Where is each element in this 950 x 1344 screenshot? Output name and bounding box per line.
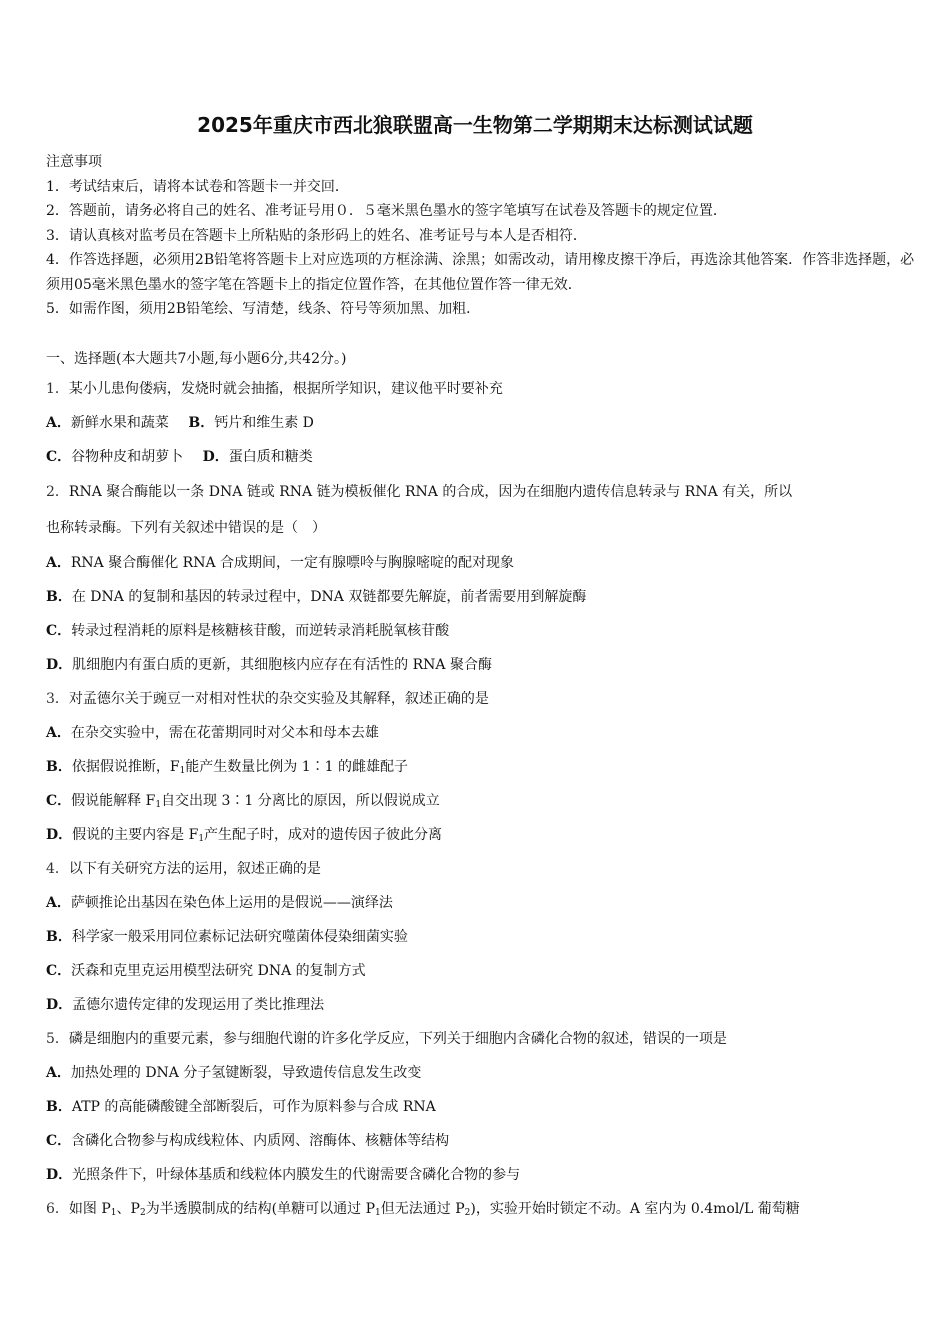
question-2-option-d — [46, 648, 916, 682]
option-c-text: 谷物种皮和胡萝卜 — [71, 449, 184, 465]
question-number: 6． — [46, 1201, 69, 1217]
question-2-stem-line-1 — [46, 474, 916, 510]
question-1-options-ab — [46, 406, 916, 440]
option-text: 光照条件下，叶绿体基质和线粒体内膜发生的代谢需要含磷化合物的参与 — [72, 1167, 521, 1183]
question-4-stem — [46, 852, 916, 886]
option-text — [71, 793, 440, 809]
question-2-option-b — [46, 580, 916, 614]
question-text: 对孟德尔关于豌豆一对相对性状的杂交实验及其解释，叙述正确的是 — [68, 691, 489, 707]
subscript: 1 — [179, 766, 186, 776]
question-number: 3． — [46, 691, 69, 707]
notes-section — [46, 150, 916, 322]
question-number: 2． — [46, 484, 69, 500]
question-3-option-a — [46, 716, 916, 750]
option-letter: D． — [46, 827, 73, 843]
questions — [46, 347, 916, 1226]
option-letter: C． — [46, 449, 72, 465]
option-letter: B． — [46, 1099, 72, 1115]
option-letter: D． — [202, 449, 229, 465]
option-text: ATP 的高能磷酸键全部断裂后，可作为原料参与合成 RNA — [71, 1099, 436, 1115]
option-text-part: 假说能解释 F — [71, 793, 156, 809]
section-heading: 一、选择题(本大题共7小题,每小题6分,共42分。) — [46, 351, 347, 367]
option-letter: B． — [46, 589, 72, 605]
subscript: 1 — [155, 800, 162, 810]
option-text: 萨顿推论出基因在染色体上运用的是假说——演绎法 — [70, 895, 393, 911]
question-5-option-d — [46, 1158, 916, 1192]
question-5-option-a — [46, 1056, 916, 1090]
question-1-stem — [46, 372, 916, 406]
question-5-option-b — [46, 1090, 916, 1124]
option-text: 转录过程消耗的原料是核糖核苷酸，而逆转录消耗脱氧核苷酸 — [71, 623, 450, 639]
notes-item-4: 4．作答选择题，必须用2B铅笔将答题卡上对应选项的方框涂满、涂黑；如需改动，请用橡皮擦干净后，再选涂其他答案．作答非选择题，必须用05毫米黑色墨水的签字笔在答题卡上的指定位置作答，在其他位置作答一律无效． — [46, 252, 915, 293]
question-2-stem-line-2: 也称转录酶。下列有关叙述中错误的是（ ） — [46, 520, 326, 536]
option-text-part: 产生配子时，成对的遗传因子彼此分离 — [204, 827, 443, 843]
question-2-option-c — [46, 614, 916, 648]
subscript: 1 — [198, 834, 205, 844]
option-text: 在 DNA 的复制和基因的转录过程中，DNA 双链都要先解旋，前者需要用到解旋酶 — [71, 589, 587, 605]
question-1-options-cd — [46, 440, 916, 474]
question-number: 5． — [46, 1031, 69, 1047]
question-5-option-c — [46, 1124, 916, 1158]
question-number: 1． — [46, 381, 69, 397]
option-text: 科学家一般采用同位素标记法研究噬菌体侵染细菌实验 — [71, 929, 408, 945]
question-4-option-b — [46, 920, 916, 954]
option-letter: C． — [46, 793, 72, 809]
question-4-option-d — [46, 988, 916, 1022]
question-3-option-c — [46, 784, 916, 818]
option-letter: A． — [46, 1065, 71, 1081]
option-a-text: 新鲜水果和蔬菜 — [70, 415, 169, 431]
question-text-part: 如图 P — [68, 1201, 111, 1217]
option-letter: A． — [46, 895, 71, 911]
option-letter: B． — [188, 415, 215, 431]
question-5-stem — [46, 1022, 916, 1056]
option-text: 肌细胞内有蛋白质的更新，其细胞核内应存在有活性的 RNA 聚合酶 — [72, 657, 492, 673]
question-number: 4． — [46, 861, 69, 877]
question-text-part: )，实验开始时锁定不动。A 室内为 0.4mol/L 葡萄糖 — [470, 1201, 800, 1217]
subscript: 1 — [375, 1208, 381, 1218]
question-text: RNA 聚合酶能以一条 DNA 链或 RNA 链为模板催化 RNA 的合成，因为在细胞内遗传信息转录与 RNA 有关，所以 — [68, 484, 793, 500]
question-text-part: 为半透膜制成的结构(单糖可以通过 P — [145, 1201, 376, 1217]
notes-item-5: 5．如需作图，须用2B铅笔绘、写清楚，线条、符号等须加黑、加粗． — [46, 301, 481, 317]
question-text — [69, 1201, 800, 1217]
option-d-text: 蛋白质和糖类 — [228, 449, 313, 465]
option-letter: D． — [46, 1167, 73, 1183]
option-letter: C． — [46, 623, 72, 639]
notes-item-1: 1．考试结束后，请将本试卷和答题卡一并交回． — [46, 178, 349, 195]
option-text: 加热处理的 DNA 分子氢键断裂，导致遗传信息发生改变 — [70, 1065, 422, 1081]
question-text: 以下有关研究方法的运用，叙述正确的是 — [68, 861, 321, 877]
subscript: 1 — [110, 1208, 117, 1218]
question-6-stem — [46, 1192, 916, 1226]
option-text: RNA 聚合酶催化 RNA 合成期间，一定有腺嘌呤与胸腺嘧啶的配对现象 — [70, 555, 515, 571]
option-text-part: 依据假说推断，F — [71, 759, 180, 775]
notes-heading: 注意事项 — [46, 154, 102, 170]
option-letter: A． — [46, 555, 71, 571]
question-4-option-a — [46, 886, 916, 920]
question-text: 某小儿患佝偻病，发烧时就会抽搐，根据所学知识，建议他平时要补充 — [68, 381, 503, 397]
notes-item-3: 3．请认真核对监考员在答题卡上所粘贴的条形码上的姓名、准考证号与本人是否相符． — [46, 227, 587, 244]
option-text — [72, 759, 408, 775]
option-text: 含磷化合物参与构成线粒体、内质网、溶酶体、核糖体等结构 — [71, 1133, 450, 1149]
question-text: 磷是细胞内的重要元素，参与细胞代谢的许多化学反应，下列关于细胞内含磷化合物的叙述，错误的一项是 — [68, 1031, 727, 1047]
subscript: 2 — [139, 1208, 146, 1218]
option-letter: B． — [46, 759, 72, 775]
question-3-option-d — [46, 818, 916, 852]
option-letter: A． — [46, 415, 71, 431]
option-text-part: 能产生数量比例为 1∶1 的雌雄配子 — [185, 759, 409, 775]
page-title: 2025年重庆市西北狼联盟高一生物第二学期期末达标测试试题 — [197, 113, 753, 137]
option-letter: C． — [46, 1133, 72, 1149]
option-letter: B． — [46, 929, 72, 945]
subscript: 2 — [464, 1208, 471, 1218]
option-letter: A． — [46, 725, 71, 741]
question-3-option-b — [46, 750, 916, 784]
question-3-stem — [46, 682, 916, 716]
question-text-part: 、P — [116, 1201, 140, 1217]
question-2-option-a — [46, 546, 916, 580]
option-b-text: 钙片和维生素 D — [214, 415, 314, 431]
option-text: 孟德尔遗传定律的发现运用了类比推理法 — [72, 997, 325, 1013]
option-text-part: 自交出现 3∶1 分离比的原因，所以假说成立 — [161, 793, 440, 809]
option-letter: C． — [46, 963, 72, 979]
question-text-part: 但无法通过 P — [380, 1201, 465, 1217]
question-4-option-c — [46, 954, 916, 988]
option-text: 沃森和克里克运用模型法研究 DNA 的复制方式 — [71, 963, 366, 979]
option-text: 在杂交实验中，需在花蕾期同时对父本和母本去雄 — [70, 725, 379, 741]
option-letter: D． — [46, 657, 73, 673]
option-letter: D． — [46, 997, 73, 1013]
option-text — [72, 827, 442, 843]
option-text-part: 假说的主要内容是 F — [72, 827, 199, 843]
notes-item-2: 2．答题前，请务必将自己的姓名、准考证号用０．５毫米黑色墨水的签字笔填写在试卷及答题卡的规定位置． — [46, 203, 727, 219]
